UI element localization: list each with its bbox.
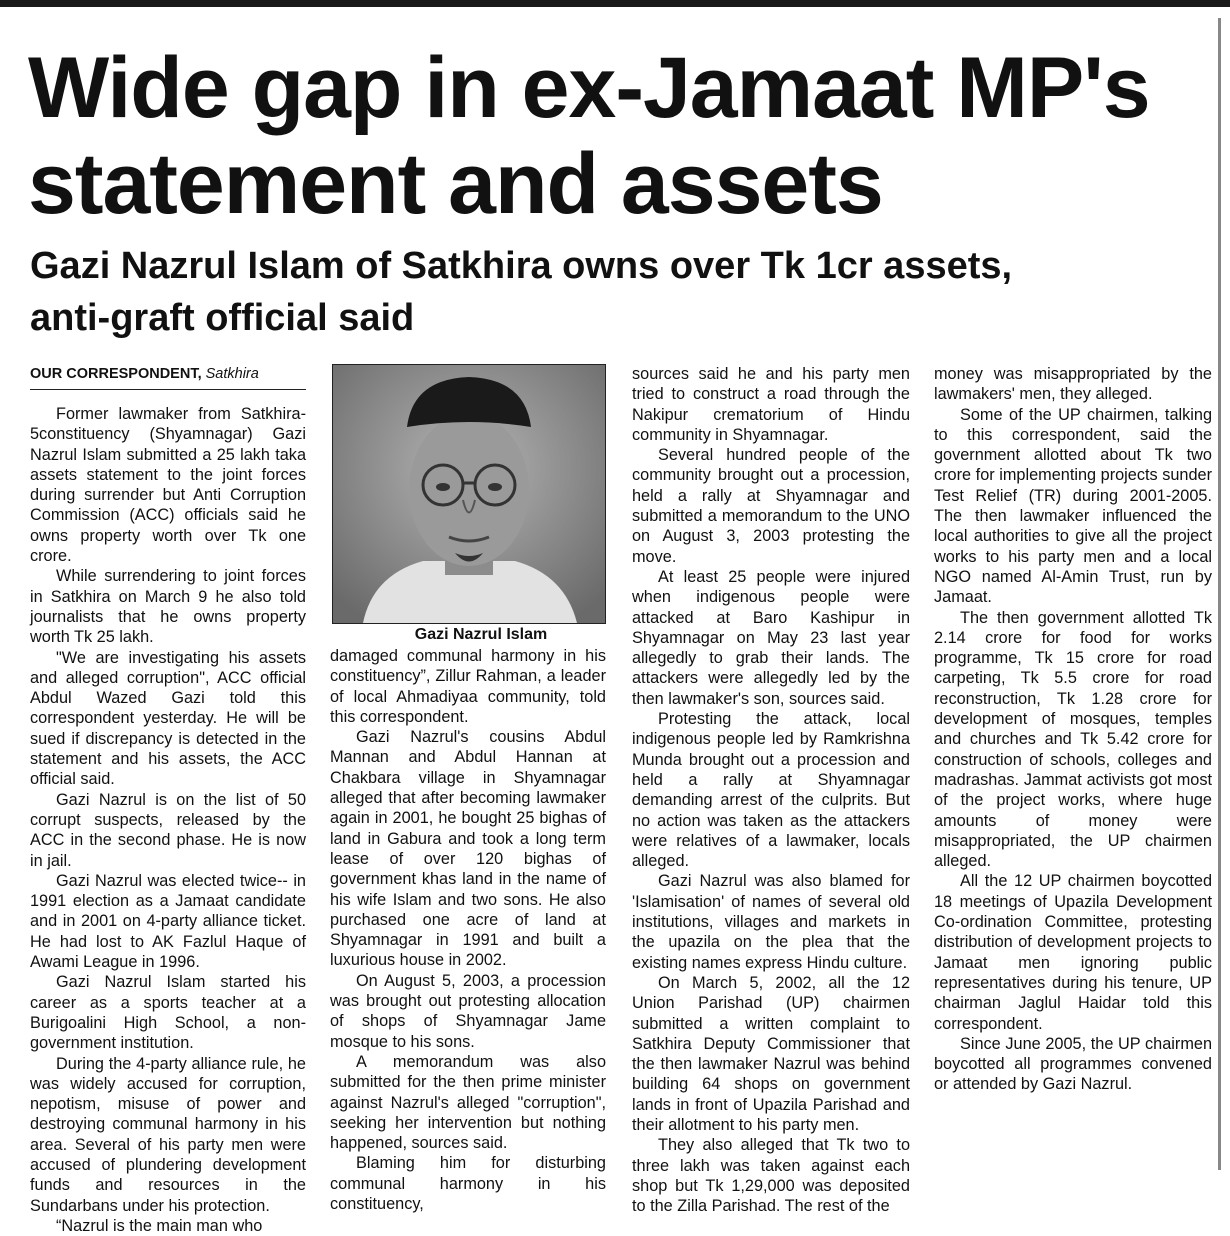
- paragraph: "We are investigating his assets and alleged corruption", ACC official Abdul Wazed Gazi told this correspondent yesterday. He will be sued if discrepancy is detected in the statement and his assets, the ACC official said.: [30, 648, 306, 789]
- subheadline-line-1: Gazi Nazrul Islam of Satkhira owns over Tk 1cr assets,: [30, 245, 1013, 287]
- paragraph: Protesting the attack, local indigenous people led by Ramkrishna Munda brought out a procession and held a rally at Shyamnagar demanding arrest of the culprits. But no action was taken as the attackers were relatives of a lawmaker, locals alleged.: [632, 710, 910, 871]
- paragraph: Since June 2005, the UP chairmen boycotted all programmes convened or attended by Gazi Nazrul.: [934, 1034, 1212, 1094]
- paragraph: damaged communal harmony in his constituency”, Zillur Rahman, a leader of local Ahmadiyaa community, told this correspondent.: [330, 647, 606, 726]
- headline-line-2: statement and assets: [28, 136, 883, 232]
- headline-line-1: Wide gap in ex-Jamaat MP's: [28, 40, 1150, 136]
- paragraph: Gazi Nazrul was also blamed for 'Islamisation' of names of several old institutions, villages and markets in the upazila on the plea that the existing names express Hindu culture.: [632, 872, 910, 972]
- paragraph: Blaming him for disturbing communal harmony in his constituency,: [330, 1154, 606, 1214]
- portrait-photo-image: [333, 365, 605, 623]
- paragraph: On March 5, 2002, all the 12 Union Parishad (UP) chairmen submitted a written complaint to Satkhira Deputy Commissioner that the then lawmaker Nazrul was behind building 64 shops on government lands in front of Upazila Parishad and their allotment to his party men.: [632, 973, 910, 1134]
- article-column-3: [632, 364, 910, 1216]
- paragraph: Gazi Nazrul's cousins Abdul Mannan and Abdul Hannan at Chakbara village in Shyamnagar alleged that after becoming lawmaker again in 2001, he bought 25 bighas of land in Gabura and took a long term lease of over 120 bighas of government khas land in the name of his wife Islam and two sons. He also purchased one acre of land at Shyamnagar in 1991 and built a luxurious house in 2002.: [330, 728, 606, 970]
- paragraph: Gazi Nazrul is on the list of 50 corrupt suspects, released by the ACC in the second phase. He is now in jail.: [30, 790, 306, 870]
- paragraph: “Nazrul is the main man who: [56, 1216, 263, 1235]
- paragraph: Former lawmaker from Satkhira-5constituency (Shyamnagar) Gazi Nazrul Islam submitted a 25 lakh taka assets statement to the joint forces during surrender but Anti Corruption Commission (ACC) officials said he owns property worth over Tk one crore.: [30, 405, 306, 566]
- paragraph: Gazi Nazrul was elected twice-- in 1991 election as a Jamaat candidate and in 2001 on 4-party alliance ticket. He had lost to AK Fazlul Haque of Awami League in 1996.: [30, 871, 306, 972]
- subheadline-line-2: anti-graft official said: [30, 297, 415, 339]
- paragraph: sources said he and his party men tried to construct a road through the Nakipur crematorium of Hindu community in Shyamnagar.: [632, 365, 910, 444]
- paragraph: During the 4-party alliance rule, he was widely accused for corruption, nepotism, misuse of power and destroying communal harmony in his area. Several of his party men were accused of plundering development funds and resources in the Sundarbans under his protection.: [30, 1054, 306, 1215]
- paragraph: While surrendering to joint forces in Satkhira on March 9 he also told journalists that he owns property worth Tk 25 lakh.: [30, 567, 306, 647]
- portrait-photo: [332, 364, 606, 624]
- article-column-2: [330, 364, 606, 1214]
- paragraph: Gazi Nazrul Islam started his career as a sports teacher at a Burigoalini High School, a non-government institution.: [30, 973, 306, 1053]
- paragraph: At least 25 people were injured when indigenous people were attacked at Baro Kashipur in Shyamnagar on May 23 last year allegedly to grab their lands. The attackers were allegedly led by the then lawmaker's son, sources said.: [632, 567, 910, 708]
- byline-dateline: Satkhira: [205, 366, 259, 382]
- photo-caption: Gazi Nazrul Islam: [414, 626, 548, 643]
- byline-author: OUR CORRESPONDENT,: [30, 366, 202, 382]
- right-border-rule: [1218, 18, 1221, 1170]
- article-column-4: [934, 364, 1212, 1095]
- paragraph: A memorandum was also submitted for the then prime minister against Nazrul's alleged "corruption", seeking her intervention but nothing happened, sources said.: [330, 1052, 606, 1153]
- paragraph: money was misappropriated by the lawmakers' men, they alleged.: [934, 365, 1212, 404]
- headline: [28, 40, 1208, 232]
- paragraph: All the 12 UP chairmen boycotted 18 meetings of Upazila Development Co-ordination Committee, protesting distribution of development projects to Jamaat men ignoring public representatives during his tenure, UP chairman Jaglul Haidar told this correspondent.: [934, 872, 1212, 1033]
- subheadline: [30, 240, 1210, 344]
- paragraph: Some of the UP chairmen, talking to this correspondent, said the government allotted about Tk two crore for implementing projects sunder Test Relief (TR) during 2001-2005. The then lawmaker influenced the local authorities to give all the project works to his party men and a local NGO named Al-Amin Trust, run by Jamaat.: [934, 405, 1212, 607]
- paragraph: The then government allotted Tk 2.14 crore for food for works programme, Tk 15 crore for road carpeting, Tk 5.5 crore for road reconstruction, Tk 1.28 crore for development of mosques, temples and churches and Tk 5.42 crore for construction of schools, colleges and madrashas. Jammat activists got most of the project works, where huge amounts of money were misappropriated, the UP chairmen alleged.: [934, 608, 1212, 871]
- paragraph: On August 5, 2003, a procession was brought out protesting allocation of shops of Shyamnagar Jame mosque to his sons.: [330, 971, 606, 1051]
- top-border-rule: [0, 0, 1230, 7]
- paragraph: Several hundred people of the community brought out a procession, held a rally at Shyamnagar and submitted a memorandum to the UNO on August 3, 2003 protesting the move.: [632, 446, 910, 566]
- byline: [30, 364, 306, 390]
- article-column-1: [30, 364, 306, 1236]
- paragraph: They also alleged that Tk two to three lakh was taken against each shop but Tk 1,29,000 was deposited to the Zilla Parishad. The rest of the: [632, 1136, 910, 1216]
